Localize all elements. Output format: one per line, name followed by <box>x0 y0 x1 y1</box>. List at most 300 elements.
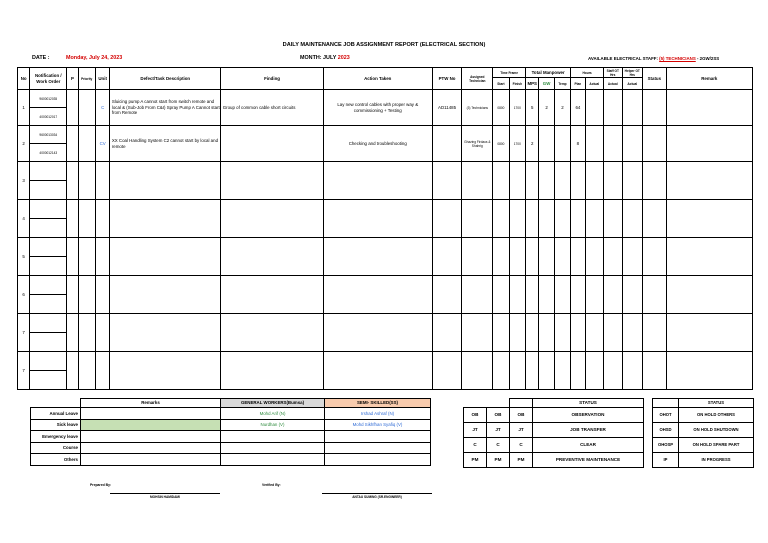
row-work-order-top <box>30 162 67 181</box>
row-status <box>643 314 667 352</box>
row-actual <box>585 276 603 314</box>
legend2-row <box>653 438 754 453</box>
row-gw <box>539 314 554 352</box>
col-defect: Defect/Task Description <box>110 68 221 90</box>
row-start <box>493 314 509 352</box>
row-finish <box>509 314 525 352</box>
row-staff-ot <box>604 276 622 314</box>
row-staff-ot <box>604 238 622 276</box>
job-row <box>18 352 753 371</box>
row-mps: 5 <box>526 90 539 126</box>
row-assigned <box>462 238 493 276</box>
leave-ss <box>325 431 431 443</box>
date-value: Monday, July 24, 2023 <box>66 55 123 61</box>
row-assigned <box>462 352 493 390</box>
job-row <box>18 314 753 333</box>
legend2-desc: ON HOLD OTHERS <box>679 408 754 423</box>
row-unit <box>95 276 109 314</box>
row-finding <box>221 126 324 162</box>
row-staff-ot <box>604 352 622 390</box>
leave-gw <box>221 454 325 466</box>
prepared-name: MOHSIN HAMIDAMI <box>150 495 180 499</box>
row-work-order-top: 9600013034 <box>30 126 67 144</box>
row-p <box>67 238 78 276</box>
row-work-order-bottom <box>30 219 67 238</box>
legend2-desc: IN PROGRESS <box>679 453 754 468</box>
row-staff-ot <box>604 200 622 238</box>
row-status <box>643 352 667 390</box>
legend2-row <box>653 408 754 423</box>
leave-row <box>31 408 431 420</box>
legend1-code-a: PM <box>464 453 487 468</box>
row-no: 1 <box>18 90 30 126</box>
row-mps <box>526 352 539 390</box>
row-work-order-bottom <box>30 257 67 276</box>
row-remark <box>666 352 752 390</box>
prepared-line <box>110 493 220 494</box>
row-action <box>323 200 432 238</box>
row-no: 7 <box>18 314 30 352</box>
leave-label: Annual Leave <box>31 408 81 420</box>
leave-row <box>31 442 431 454</box>
row-finding <box>221 238 324 276</box>
legend2-desc: ON HOLD SPARE PART <box>679 438 754 453</box>
row-work-order-top <box>30 276 67 295</box>
row-mps <box>526 314 539 352</box>
col-assigned: Assigned Technician <box>462 68 493 90</box>
row-priority <box>78 200 95 238</box>
legend1-blank-a <box>464 399 487 408</box>
ss-header: SEMI- SKILLED(SS) <box>325 399 431 408</box>
row-unit: C <box>95 90 109 126</box>
row-gw: 2 <box>539 90 554 126</box>
row-work-order-bottom <box>30 333 67 352</box>
row-p <box>67 200 78 238</box>
leave-ss: Mohd Sikhfhan Syafiq (V) <box>325 419 431 431</box>
leave-label: Others <box>31 454 81 466</box>
row-staff-ot <box>604 126 622 162</box>
row-temp <box>554 352 570 390</box>
legend2-code: IP <box>653 453 679 468</box>
row-actual <box>585 352 603 390</box>
row-start <box>493 276 509 314</box>
report-title: DAILY MAINTENANCE JOB ASSIGNMENT REPORT (ELECTRICAL SECTION) <box>282 42 486 48</box>
row-p <box>67 352 78 390</box>
row-helper-ot <box>622 200 643 238</box>
legend1-code-c: PM <box>510 453 533 468</box>
remarks-header: Remarks <box>81 399 221 408</box>
row-defect <box>110 314 221 352</box>
leave-gw: Mohd Arif (N) <box>221 408 325 420</box>
leave-gw <box>221 431 325 443</box>
row-plan <box>571 352 585 390</box>
row-gw <box>539 238 554 276</box>
row-no: 4 <box>18 200 30 238</box>
row-work-order-bottom <box>30 181 67 200</box>
leave-remarks <box>81 454 221 466</box>
col-mps: MPS <box>526 78 539 90</box>
row-ptw: AD11485 <box>432 90 462 126</box>
leave-ss: Irshad Ashraf (N) <box>325 408 431 420</box>
verified-name: ANTAU SUMING (SR.ENGINEER) <box>352 495 402 499</box>
row-priority <box>78 314 95 352</box>
col-no: No <box>18 68 30 90</box>
row-action <box>323 162 432 200</box>
legend1-code-c: C <box>510 438 533 453</box>
row-work-order-bottom <box>30 295 67 314</box>
col-total-manpower: Total Manpower <box>526 68 571 78</box>
legend2-header: STATUS <box>679 399 754 408</box>
row-gw <box>539 200 554 238</box>
row-no: 7 <box>18 352 30 390</box>
legend1-code-b: C <box>487 438 510 453</box>
job-row <box>18 126 753 144</box>
row-defect <box>110 162 221 200</box>
row-status <box>643 276 667 314</box>
row-work-order-bottom: 4000012143 <box>30 144 67 162</box>
row-no: 5 <box>18 238 30 276</box>
row-finding <box>221 200 324 238</box>
row-actual <box>585 126 603 162</box>
row-priority <box>78 90 95 126</box>
staff-suffix: - 2GW/2SS <box>696 56 720 61</box>
col-remark: Remark <box>666 68 752 90</box>
row-helper-ot <box>622 162 643 200</box>
col-plan: Plan <box>571 78 585 90</box>
leave-gw <box>221 442 325 454</box>
row-remark <box>666 238 752 276</box>
row-plan <box>571 162 585 200</box>
row-p <box>67 162 78 200</box>
row-status <box>643 126 667 162</box>
row-mps <box>526 162 539 200</box>
row-p <box>67 314 78 352</box>
row-ptw <box>432 314 462 352</box>
legend2-desc: ON HOLD SHUTDOWN <box>679 423 754 438</box>
legend1-rows <box>464 408 644 468</box>
row-helper-ot <box>622 126 643 162</box>
row-finding <box>221 162 324 200</box>
col-status: Status <box>643 68 667 90</box>
row-finish <box>509 352 525 390</box>
staff-label: AVAILABLE ELECTRICAL STAFF: <box>588 56 658 61</box>
leave-label: Emergency leave <box>31 431 81 443</box>
row-temp <box>554 200 570 238</box>
staff-header <box>588 56 719 61</box>
row-remark <box>666 200 752 238</box>
row-plan: 64 <box>571 90 585 126</box>
leave-rows <box>31 408 431 466</box>
col-finding: Finding <box>221 68 324 90</box>
row-staff-ot <box>604 90 622 126</box>
row-plan <box>571 238 585 276</box>
row-mps <box>526 200 539 238</box>
row-plan <box>571 276 585 314</box>
row-remark <box>666 276 752 314</box>
row-defect <box>110 352 221 390</box>
row-status <box>643 238 667 276</box>
job-rows <box>18 90 753 390</box>
row-start <box>493 162 509 200</box>
row-ptw <box>432 276 462 314</box>
row-temp <box>554 162 570 200</box>
legend1-blank-b <box>487 399 510 408</box>
job-row <box>18 238 753 257</box>
row-finding: Group of common cable short circuits <box>221 90 324 126</box>
row-action: Checking and troubleshooting <box>323 126 432 162</box>
row-assigned <box>462 162 493 200</box>
row-gw <box>539 126 554 162</box>
row-actual <box>585 200 603 238</box>
row-finish <box>509 200 525 238</box>
date-label: DATE : <box>32 55 50 61</box>
row-unit <box>95 314 109 352</box>
row-priority <box>78 238 95 276</box>
row-temp <box>554 314 570 352</box>
leave-row <box>31 431 431 443</box>
legend2-blank <box>653 399 679 408</box>
month-label: MONTH: JULY <box>300 55 337 61</box>
row-remark <box>666 90 752 126</box>
row-helper-ot <box>622 314 643 352</box>
row-defect <box>110 200 221 238</box>
job-row <box>18 162 753 181</box>
row-action <box>323 238 432 276</box>
col-helper-ot: Helper OT Hrs <box>622 68 643 78</box>
row-defect <box>110 276 221 314</box>
row-actual <box>585 90 603 126</box>
legend2-row <box>653 423 754 438</box>
row-priority <box>78 126 95 162</box>
row-action <box>323 276 432 314</box>
row-temp <box>554 276 570 314</box>
row-unit <box>95 352 109 390</box>
legend1-code-b: JT <box>487 423 510 438</box>
status-legend-2 <box>652 398 754 468</box>
legend2-rows <box>653 408 754 468</box>
row-start <box>493 200 509 238</box>
job-table <box>17 67 753 390</box>
row-priority <box>78 162 95 200</box>
row-work-order-top <box>30 352 67 371</box>
prepared-label: Prepared By: <box>90 483 112 487</box>
row-assigned: (3) Technicians <box>462 90 493 126</box>
legend1-header: STATUS <box>533 399 644 408</box>
row-remark <box>666 314 752 352</box>
legend2-code: OHOT <box>653 408 679 423</box>
gw-header: GENERAL WORKERS(Bumsa) <box>221 399 325 408</box>
col-priority: Priority <box>78 68 95 90</box>
row-mps <box>526 238 539 276</box>
row-status <box>643 200 667 238</box>
leave-remarks <box>81 431 221 443</box>
legend2-code: OHOSP <box>653 438 679 453</box>
row-finish <box>509 238 525 276</box>
row-helper-ot <box>622 90 643 126</box>
row-actual <box>585 162 603 200</box>
leave-label: Sick leave <box>31 419 81 431</box>
staff-value: (5) TECHNICIANS <box>659 56 696 61</box>
row-finish <box>509 276 525 314</box>
row-plan <box>571 200 585 238</box>
col-time-frame: Time Frame <box>493 68 526 78</box>
row-p <box>67 276 78 314</box>
row-temp: 2 <box>554 90 570 126</box>
row-start <box>493 238 509 276</box>
legend1-blank-c <box>510 399 533 408</box>
row-defect: XX Coal Handling System C2 cannot start by local and remote <box>110 126 221 162</box>
col-actual: Actual <box>585 78 603 90</box>
row-mps: 2 <box>526 126 539 162</box>
row-unit <box>95 200 109 238</box>
row-priority <box>78 276 95 314</box>
col-action: Action Taken <box>323 68 432 90</box>
legend1-desc: OBSERVATION <box>533 408 644 423</box>
legend1-desc: CLEAR <box>533 438 644 453</box>
month-year: 2023 <box>337 55 350 61</box>
row-work-order-top <box>30 200 67 219</box>
row-finding <box>221 352 324 390</box>
row-no: 6 <box>18 276 30 314</box>
row-status <box>643 90 667 126</box>
legend1-code-a: JT <box>464 423 487 438</box>
legend1-code-b: PM <box>487 453 510 468</box>
row-assigned <box>462 200 493 238</box>
row-unit <box>95 238 109 276</box>
row-finish: 1700 <box>509 90 525 126</box>
row-action <box>323 314 432 352</box>
row-plan: 8 <box>571 126 585 162</box>
row-mps <box>526 276 539 314</box>
row-helper-ot <box>622 276 643 314</box>
col-p: P <box>67 68 78 90</box>
col-temp: Temp <box>554 78 570 90</box>
row-gw <box>539 162 554 200</box>
row-finish <box>509 162 525 200</box>
row-unit: CV <box>95 126 109 162</box>
row-work-order-bottom <box>30 371 67 390</box>
row-gw <box>539 276 554 314</box>
leave-ss <box>325 454 431 466</box>
verified-line <box>322 493 432 494</box>
row-start: 0800 <box>493 126 509 162</box>
row-temp <box>554 126 570 162</box>
row-assigned <box>462 314 493 352</box>
row-assigned: Ghazing Firdaus & Shahrig <box>462 126 493 162</box>
legend2-row <box>653 453 754 468</box>
row-finish: 1700 <box>509 126 525 162</box>
col-finish: Finish <box>509 78 525 90</box>
row-unit <box>95 162 109 200</box>
legend1-row <box>464 408 644 423</box>
row-priority <box>78 352 95 390</box>
row-p <box>67 126 78 162</box>
row-work-order-top: 9600012035 <box>30 90 67 108</box>
legend2-code: OHSD <box>653 423 679 438</box>
job-row <box>18 90 753 108</box>
row-no: 3 <box>18 162 30 200</box>
row-temp <box>554 238 570 276</box>
status-legend-1 <box>463 398 644 468</box>
leave-remarks <box>81 419 221 431</box>
leave-remarks <box>81 408 221 420</box>
row-ptw <box>432 352 462 390</box>
row-start <box>493 352 509 390</box>
row-action <box>323 352 432 390</box>
leave-gw: Nurdhan (V) <box>221 419 325 431</box>
row-work-order-bottom: 4000012017 <box>30 108 67 126</box>
row-work-order-top <box>30 238 67 257</box>
leave-row <box>31 419 431 431</box>
row-p <box>67 90 78 126</box>
row-defect <box>110 238 221 276</box>
legend1-code-b: OB <box>487 408 510 423</box>
col-gw: GW <box>539 78 554 90</box>
col-staff-ot: Staff OT Hrs <box>604 68 622 78</box>
job-row <box>18 200 753 219</box>
legend1-code-c: OB <box>510 408 533 423</box>
legend1-desc: JOB TRANSFER <box>533 423 644 438</box>
leave-label: Course <box>31 442 81 454</box>
month-header <box>300 55 350 61</box>
row-gw <box>539 352 554 390</box>
legend1-code-a: C <box>464 438 487 453</box>
row-defect: Sluicing pump A cannot start from switch remote and local & (Sub-Job From C&I) Spray Pump A Cannot start from Remote <box>110 90 221 126</box>
legend1-desc: PREVENTIVE MAINTENANCE <box>533 453 644 468</box>
legend1-code-a: OB <box>464 408 487 423</box>
row-assigned <box>462 276 493 314</box>
row-actual <box>585 238 603 276</box>
leave-remarks <box>81 442 221 454</box>
col-hours: Hours <box>571 68 604 78</box>
row-no: 2 <box>18 126 30 162</box>
col-notification: Notification / Work Order <box>30 68 67 90</box>
legend1-row <box>464 423 644 438</box>
row-finding <box>221 276 324 314</box>
row-work-order-top <box>30 314 67 333</box>
row-ptw <box>432 162 462 200</box>
row-ptw <box>432 126 462 162</box>
row-plan <box>571 314 585 352</box>
legend1-row <box>464 453 644 468</box>
col-ot-actual: Actual <box>604 78 622 90</box>
row-helper-ot <box>622 238 643 276</box>
row-ptw <box>432 200 462 238</box>
row-ptw <box>432 238 462 276</box>
col-helper-actual: Actual <box>622 78 643 90</box>
verified-label: Verified By: <box>262 483 281 487</box>
row-helper-ot <box>622 352 643 390</box>
leave-label-header <box>31 399 81 408</box>
row-status <box>643 162 667 200</box>
legend1-code-c: JT <box>510 423 533 438</box>
col-unit: Unit <box>95 68 109 90</box>
row-remark <box>666 126 752 162</box>
row-actual <box>585 314 603 352</box>
legend1-row <box>464 438 644 453</box>
job-row <box>18 276 753 295</box>
row-finding <box>221 314 324 352</box>
leave-row <box>31 454 431 466</box>
row-remark <box>666 162 752 200</box>
row-staff-ot <box>604 162 622 200</box>
col-ptw: PTW No <box>432 68 462 90</box>
col-start: Start <box>493 78 509 90</box>
row-start: 0800 <box>493 90 509 126</box>
row-action: Lay new control cables with proper way & commissioning + Testing <box>323 90 432 126</box>
leave-table <box>30 398 431 466</box>
row-staff-ot <box>604 314 622 352</box>
